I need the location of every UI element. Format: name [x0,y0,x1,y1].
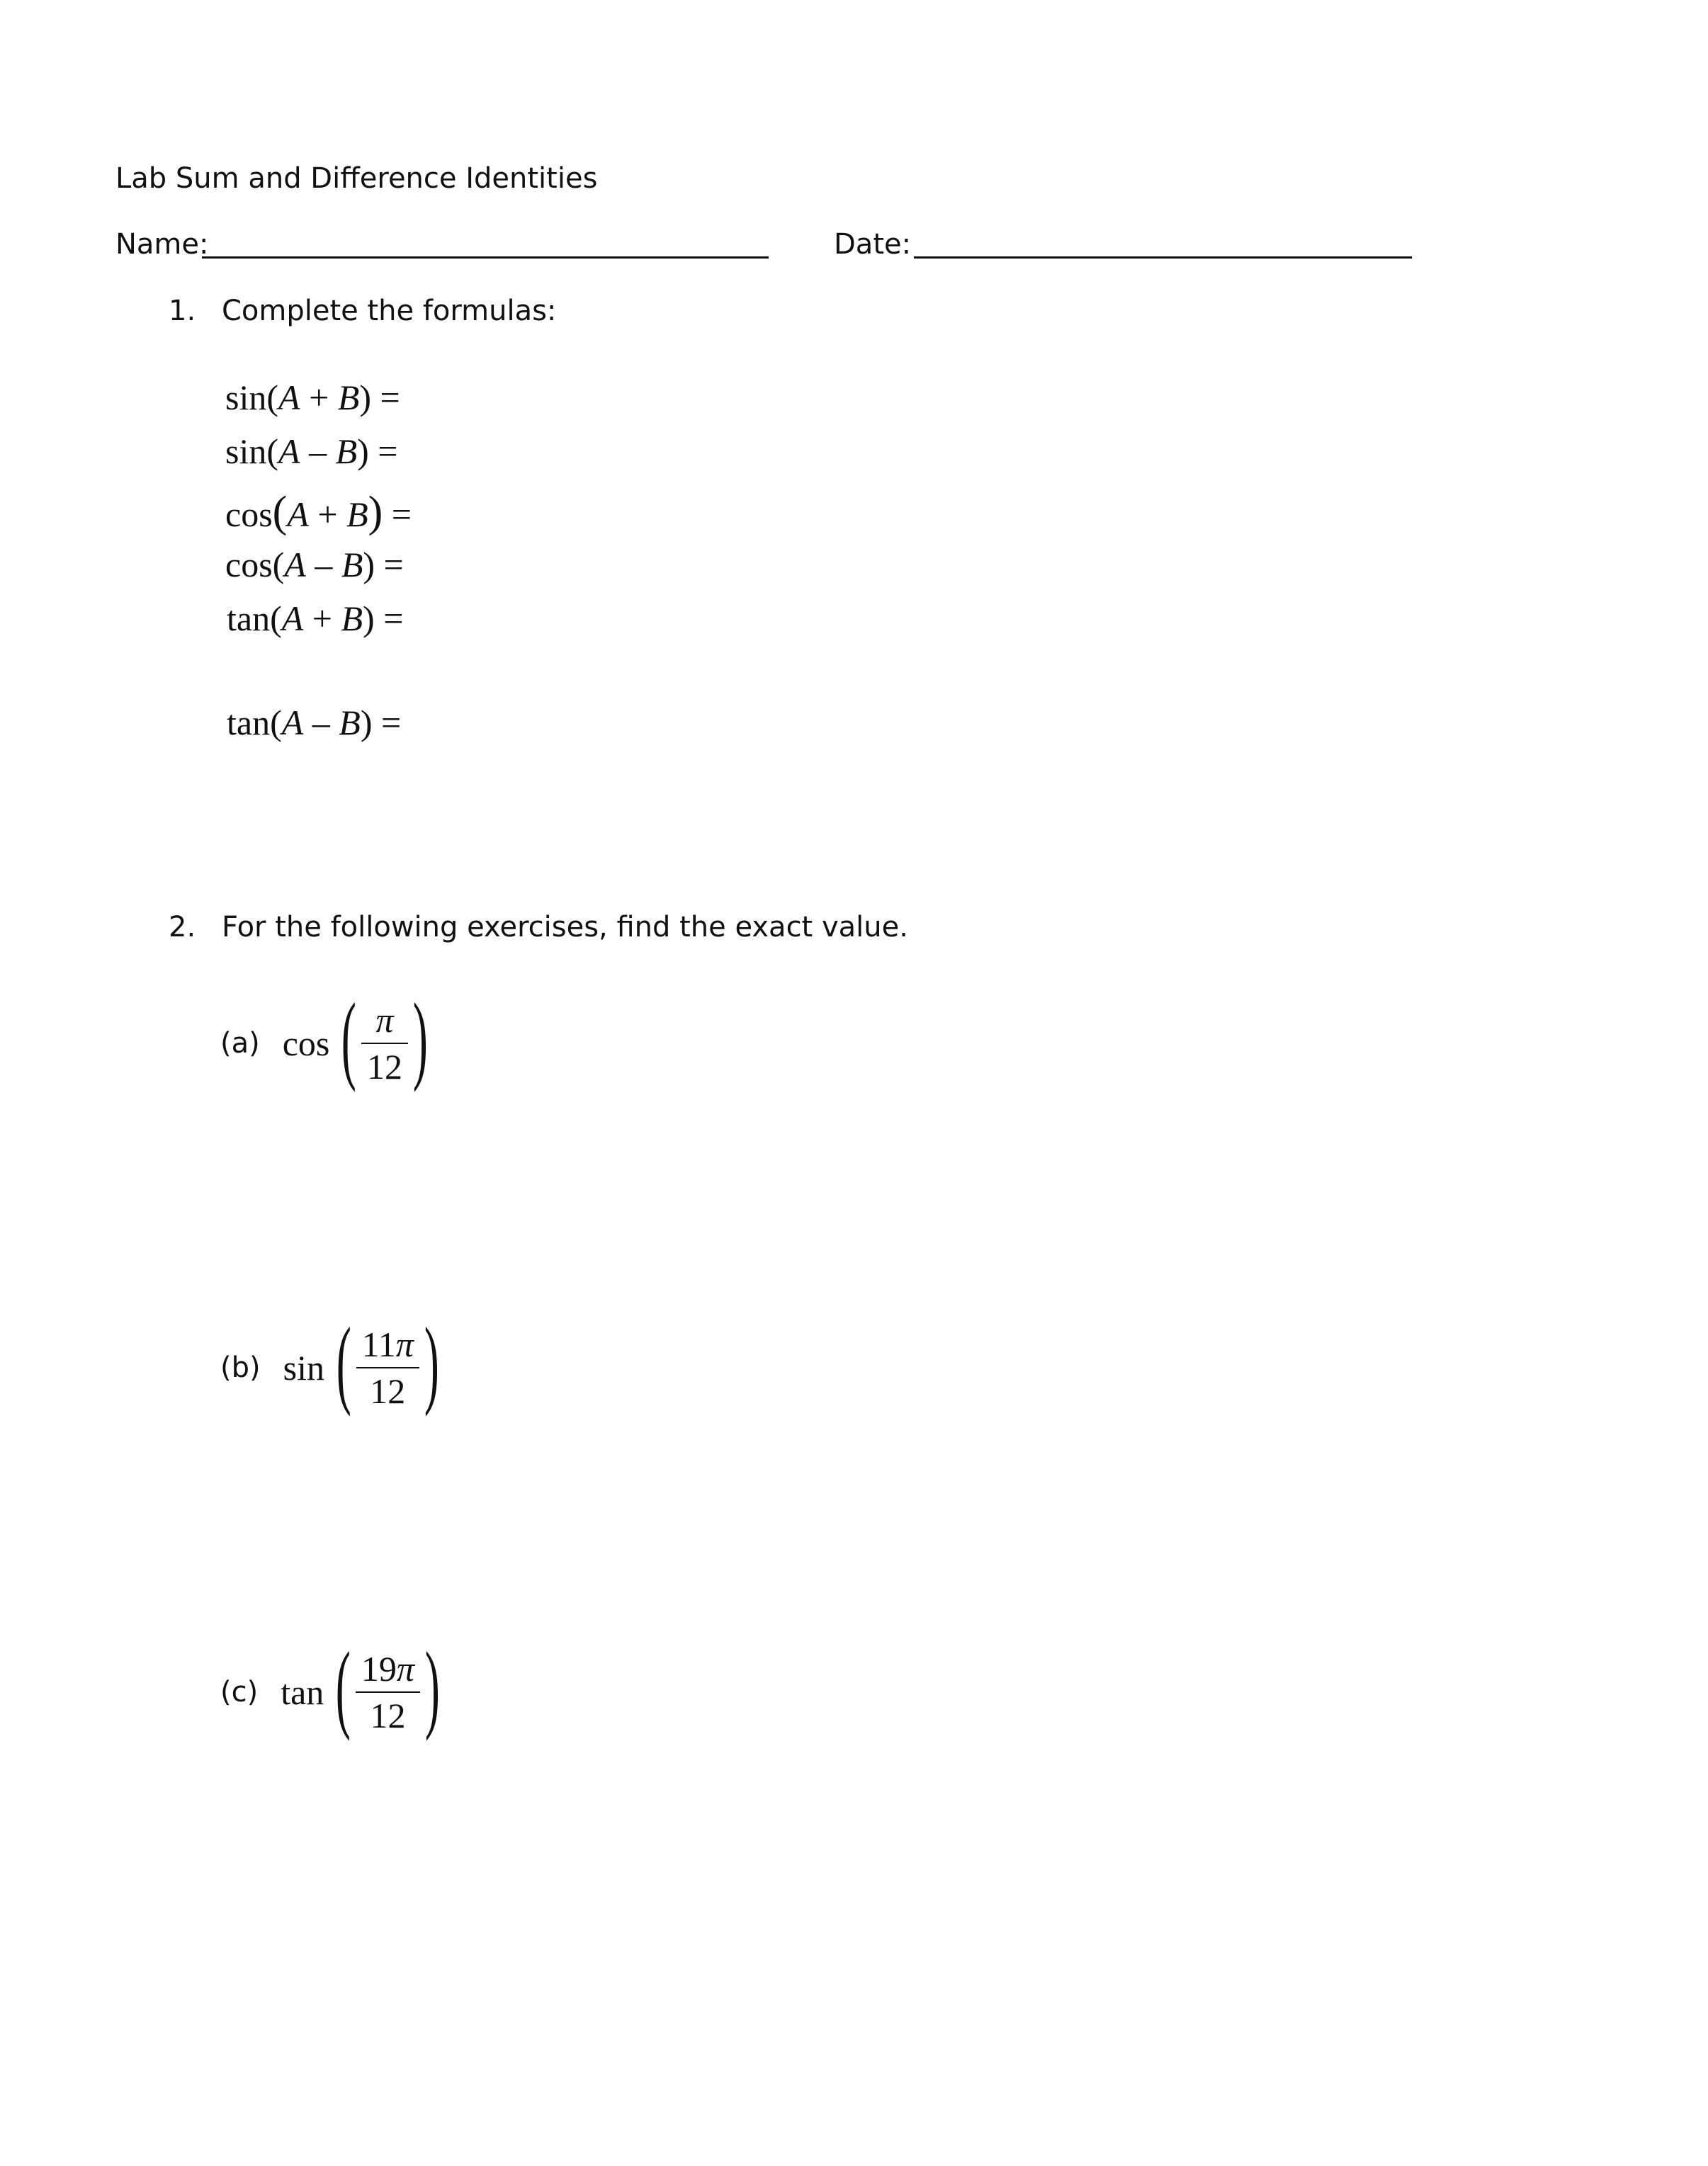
formula-tan-difference: tan(A – B) = [227,703,402,742]
fraction [361,999,408,1087]
fraction-denominator: 12 [370,1696,406,1735]
formula-cos-sum: cos(A + B) = [225,488,412,536]
worksheet-title: Lab Sum and Difference Identities [115,162,598,195]
exercise-label: (a) [220,1027,260,1060]
formula-op: + [309,378,329,417]
exercise-label: (b) [220,1351,261,1384]
fraction [356,1650,420,1735]
formula-op: + [312,599,332,638]
formula-op: + [317,494,338,534]
fraction-bar [356,1367,419,1368]
formula-fn: tan [227,599,271,638]
fraction-numerator: π [375,999,394,1040]
left-paren: ( [336,1632,351,1742]
left-paren: ( [341,983,357,1093]
formula-fn: cos [225,494,273,534]
date-blank-line [914,256,1412,259]
exercise-c [220,1632,449,1742]
date-label: Date: [834,228,912,261]
formula-fn: sin [225,431,267,471]
formula-op: – [309,431,327,471]
exercise-b [220,1308,448,1417]
formula-op: – [315,545,333,584]
question-1-number: 1. [169,295,196,327]
name-blank-line [202,256,769,259]
trig-function: sin [283,1348,324,1388]
fraction-numerator: 19π [361,1648,414,1689]
exercise-a [220,983,437,1093]
left-paren: ( [336,1308,351,1417]
question-2-number: 2. [169,911,196,943]
question-2-prompt: For the following exercises, find the exact value. [222,911,908,943]
name-label: Name: [115,228,209,261]
fraction-bar [361,1043,408,1044]
formula-cos-difference: cos(A – B) = [225,545,404,584]
formula-sin-sum: sin(A + B) = [225,378,400,417]
fraction-denominator: 12 [370,1371,406,1411]
right-paren: ) [412,983,428,1093]
formula-fn: cos [225,545,273,584]
fraction-bar [356,1691,420,1693]
fraction-numerator: 11π [361,1324,414,1364]
trig-function: tan [281,1672,324,1712]
formula-op: – [312,703,330,742]
formula-fn: sin [225,378,267,417]
fraction-denominator: 12 [367,1047,403,1087]
question-1-prompt: Complete the formulas: [222,295,557,327]
formula-sin-difference: sin(A – B) = [225,431,398,471]
exercise-label: (c) [220,1676,259,1708]
right-paren: ) [424,1632,440,1742]
formula-fn: tan [227,703,271,742]
fraction [356,1326,419,1410]
formula-tan-sum: tan(A + B) = [227,599,404,638]
right-paren: ) [424,1308,439,1417]
trig-function: cos [282,1024,330,1063]
